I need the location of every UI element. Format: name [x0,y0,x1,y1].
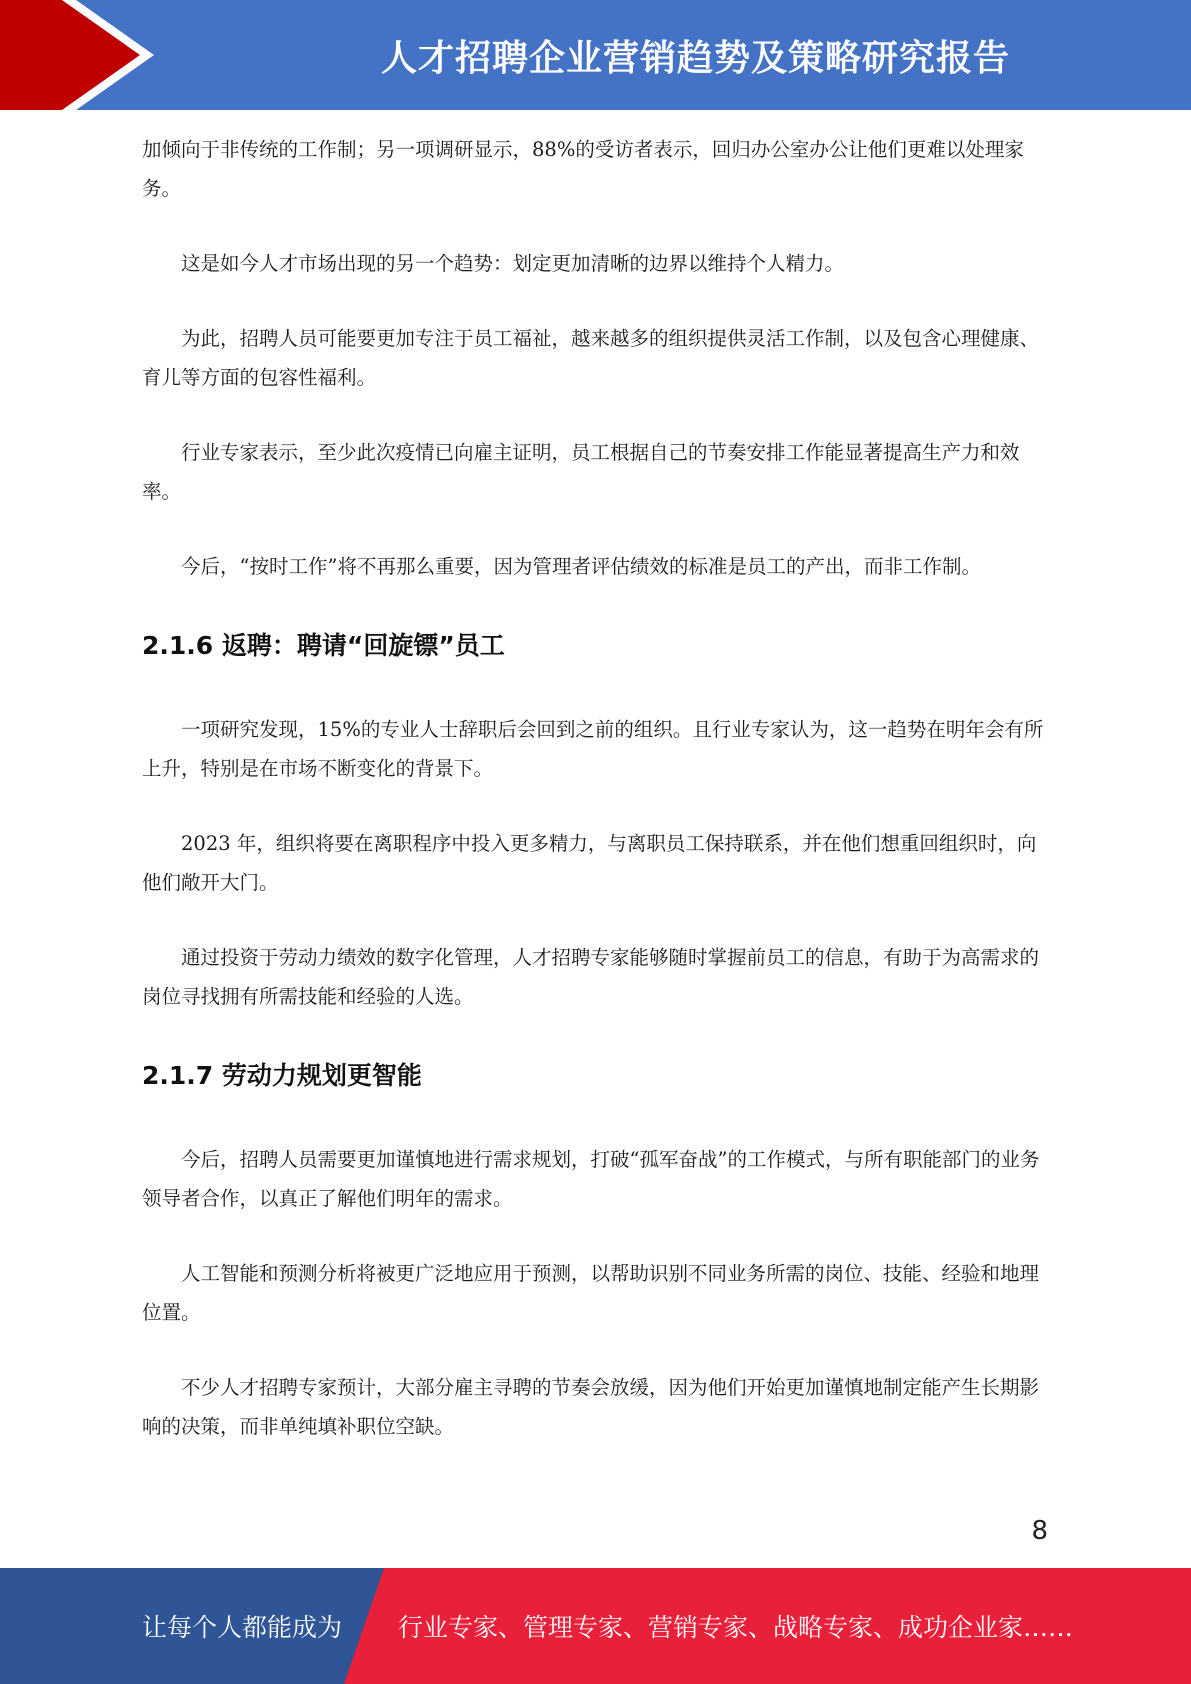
footer-slogan-right: 行业专家、管理专家、营销专家、战略专家、成功企业家…… [398,1613,1074,1642]
body-paragraph: 加倾向于非传统的工作制；另一项调研显示，88%的受访者表示，回归办公室办公让他们更难以处理家务。 [142,138,1024,200]
body-paragraph: 人工智能和预测分析将被更广泛地应用于预测，以帮助识别不同业务所需的岗位、技能、经验和地理位置。 [142,1262,1040,1324]
page-footer [0,1568,1191,1684]
body-paragraph: 为此，招聘人员可能要更加专注于员工福祉，越来越多的组织提供灵活工作制，以及包含心理健康、育儿等方面的包容性福利。 [142,327,1040,389]
section-heading: 2.1.7 劳动力规划更智能 [142,1061,422,1090]
section-heading: 2.1.6 返聘：聘请“回旋镖”员工 [142,631,505,660]
body-paragraph: 2023 年，组织将要在离职程序中投入更多精力，与离职员工保持联系，并在他们想重回组织时，向他们敞开大门。 [142,832,1037,894]
page-number: 8 [1031,1516,1048,1546]
body-paragraph: 行业专家表示，至少此次疫情已向雇主证明，员工根据自己的节奏安排工作能显著提高生产力和效率。 [142,441,1020,503]
body-paragraph: 今后，招聘人员需要更加谨慎地进行需求规划，打破“孤军奋战”的工作模式，与所有职能部门的业务领导者合作，以真正了解他们明年的需求。 [142,1148,1040,1210]
body-paragraph: 不少人才招聘专家预计，大部分雇主寻聘的节奏会放缓，因为他们开始更加谨慎地制定能产生长期影响的决策，而非单纯填补职位空缺。 [142,1376,1040,1438]
body-paragraph: 一项研究发现，15%的专业人士辞职后会回到之前的组织。且行业专家认为，这一趋势在明年会有所上升，特别是在市场不断变化的背景下。 [142,718,1044,780]
footer-slogan-left: 让每个人都能成为 [142,1613,343,1642]
document-body [142,130,1050,1446]
page-header [0,0,1191,110]
body-paragraph: 这是如今人才市场出现的另一个趋势：划定更加清晰的边界以维持个人精力。 [181,252,845,275]
body-paragraph: 通过投资于劳动力绩效的数字化管理，人才招聘专家能够随时掌握前员工的信息，有助于为高需求的岗位寻找拥有所需技能和经验的人选。 [142,946,1040,1008]
body-paragraph: 今后，“按时工作”将不再那么重要，因为管理者评估绩效的标准是员工的产出，而非工作制。 [181,555,981,578]
report-title: 人才招聘企业营销趋势及策略研究报告 [380,37,1010,79]
